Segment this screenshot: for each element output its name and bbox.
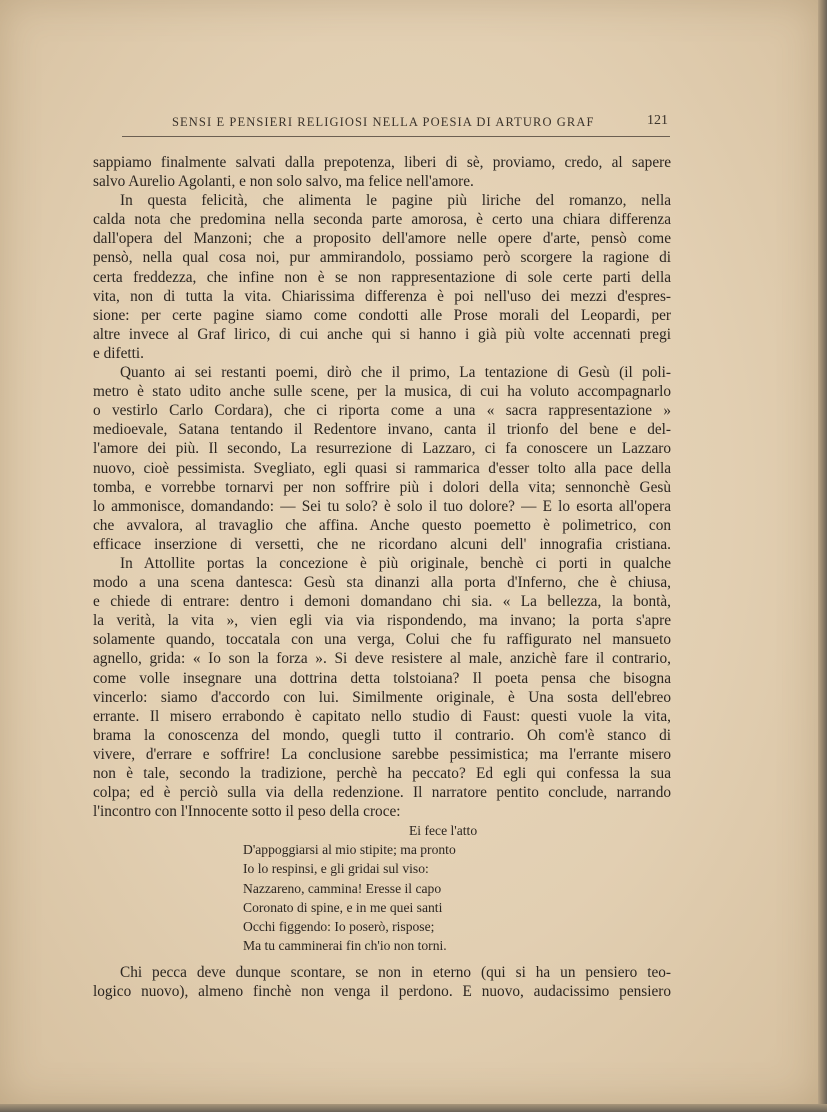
body-text <box>93 153 671 1001</box>
text-line: vivere, d'errare e soffrire! La conclusione sarebbe pessimistica; ma l'errante misero <box>93 745 671 763</box>
verse-line: Ei fece l'atto <box>409 823 478 839</box>
text-line: come volle insegnare una dottrina detta tolstoiana? Il poeta pensa che bisogna <box>93 669 671 687</box>
text-line: brama la conoscenza del mondo, quegli tutto il contrario. Oh com'è stanco di <box>93 726 671 744</box>
text-line: calda nota che predomina nella seconda parte amorosa, è certo una chiara differenza <box>93 211 671 229</box>
text-line: efficace inserzione di versetti, che ne ricordano alcuni dell' innografia cristiana. <box>93 535 671 553</box>
text-line: nuovo, cioè pessimista. Svegliato, egli quasi si rammarica d'esser tolto alla pace della <box>93 459 671 477</box>
paragraph-gap <box>93 955 671 963</box>
text-line: metro è stato udito anche sulle scene, per la musica, di cui ha voluto accompagnarlo <box>93 383 671 401</box>
text-line: logico nuovo), almeno finchè non venga il perdono. E nuovo, audacissimo pensiero <box>93 983 671 1001</box>
text-line: salvo Aurelio Agolanti, e non solo salvo, ma felice nell'amore. <box>93 173 474 191</box>
text-line: tomba, e vorrebbe tornarvi per non soffrire più i dolori della vita; sennonchè Gesù <box>93 478 671 496</box>
page-edge-bottom <box>0 1104 827 1112</box>
text-line: che avvalora, al travaglio che affina. Anche questo poemetto è polimetrico, con <box>93 516 671 534</box>
page-edge-right <box>818 0 827 1112</box>
verse-quotation <box>243 821 593 955</box>
text-line: non è tale, secondo la tradizione, perchè ha peccato? Ed egli qui confessa la sua <box>93 765 671 782</box>
running-title: SENSI E PENSIERI RELIGIOSI NELLA POESIA DI ARTURO GRAF <box>172 115 595 129</box>
text-line: agnello, grida: « Io son la forza ». Si deve resistere al male, anzichè fare il contrario, <box>93 650 671 668</box>
text-line: e chiede di entrare: dentro i demoni domandano chi sia. « La bellezza, la bontà, <box>93 593 671 611</box>
text-line: lo ammonisce, domandando: — Sei tu solo? è solo il tuo dolore? — E lo esorta all'opera <box>93 497 671 515</box>
verse-line: D'appoggiarsi al mio stipite; ma pronto <box>243 842 456 858</box>
page-header <box>122 112 670 138</box>
text-line: pensò, nella qual cosa noi, pur ammirandolo, possiamo però scorgere la ragione di <box>93 249 671 267</box>
text-line: In Attollite portas la concezione è più originale, benchè ci porti in qualche <box>120 554 671 572</box>
text-line: In questa felicità, che alimenta le pagine più liriche del romanzo, nella <box>120 192 671 210</box>
text-line: altre invece al Graf lirico, di cui anche qui si hanno i già più volte accennati pregi <box>93 325 671 343</box>
text-line: la verità, la vita », vien egli via via rispondendo, ma invano; la porta s'apre <box>93 612 671 630</box>
text-line: solamente quando, toccatala con una verga, Colui che fu raffigurato nel mansueto <box>93 631 671 649</box>
text-line: certa freddezza, che infine non è se non rappresentazione di sole certe parti della <box>93 268 671 286</box>
text-line: Chi pecca deve dunque scontare, se non in eterno (qui si ha un pensiero teo- <box>120 963 671 981</box>
text-line: colpa; ed è perciò sulla via della redenzione. Il narratore pentito conclude, narrando <box>93 784 671 802</box>
text-line: modo a una scena dantesca: Gesù sta dinanzi alla porta d'Inferno, che è chiusa, <box>93 574 671 592</box>
text-line: sappiamo finalmente salvati dalla prepotenza, liberi di sè, proviamo, credo, al sapere <box>93 154 671 171</box>
text-line: errante. Il misero errabondo è capitato nello studio di Faust: questi vuole la vita, <box>93 707 671 725</box>
page-number: 121 <box>647 113 668 128</box>
text-line: l'incontro con l'Innocente sotto il peso della croce: <box>93 803 401 821</box>
text-line: o vestirlo Carlo Cordara), che ci riporta come a una « sacra rappresentazione » <box>93 402 671 420</box>
paragraph-block-2 <box>93 963 671 1001</box>
verse-line: Io lo respinsi, e gli gridai sul viso: <box>243 861 429 877</box>
verse-line: Occhi figgendo: Io poserò, rispose; <box>243 918 435 934</box>
text-line: vincerlo: siamo d'accordo con lui. Similmente originale, è Una sosta dell'ebreo <box>93 688 671 706</box>
verse-line: Ma tu camminerai fin ch'io non torni. <box>243 937 447 953</box>
text-line: l'amore dei più. Il secondo, La resurrezione di Lazzaro, ci fa conoscere un Lazzaro <box>93 440 671 458</box>
text-line: Quanto ai sei restanti poemi, dirò che il primo, La tentazione di Gesù (il poli- <box>120 364 671 382</box>
text-line: e difetti. <box>93 344 144 362</box>
verse-line: Nazzareno, cammina! Eresse il capo <box>243 880 442 896</box>
paragraph-block-1 <box>93 153 671 821</box>
header-rule <box>122 136 670 137</box>
text-line: vita, non di tutta la vita. Chiarissima differenza è poi nell'uso dei mezzi d'espres- <box>93 287 671 305</box>
text-line: medioevale, Satana tentando il Redentore invano, canta il trionfo del bene e del- <box>93 421 671 439</box>
text-line: dall'opera del Manzoni; che a proposito dell'amore nelle opere d'arte, pensò come <box>93 230 671 248</box>
text-line: sione: per certe pagine siamo come condotti alle Prose morali del Leopardi, per <box>93 306 671 324</box>
verse-line: Coronato di spine, e in me quei santi <box>243 899 443 915</box>
